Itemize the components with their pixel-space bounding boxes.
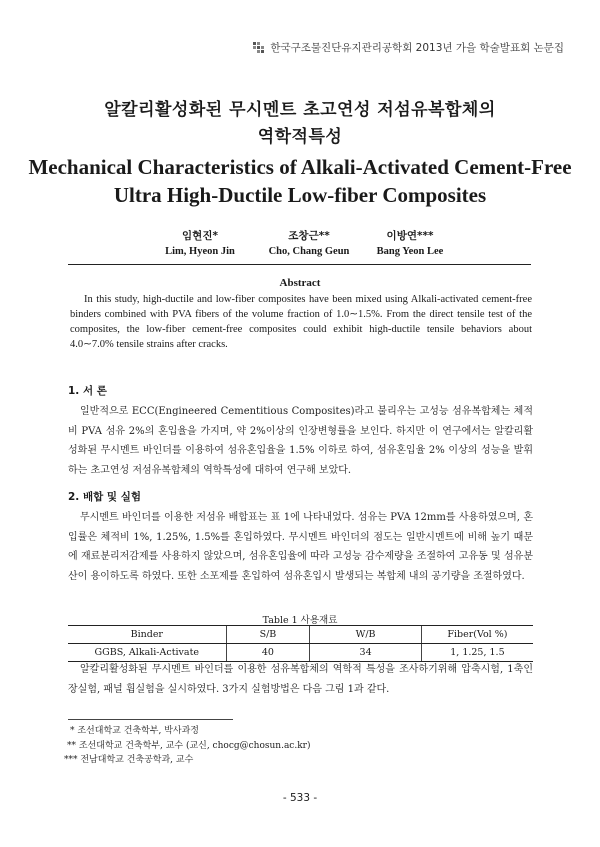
section-2-body: 무시멘트 바인더를 이용한 저섬유 배합표는 표 1에 나타내었다. 섬유는 PVA 12mm를 사용하였으며, 혼입률은 체적비 1%, 1.25%, 1.5%를 혼입하였다. 무시멘트 바인더의 점도는 일반시멘트에 비해 높기 때문에 재료분리저감제를 사용하지 않았으며, 섬유혼입율에 따라 고성능 감수제량을 조절하여 고유동 및 섬유분산이 용이하도록 하였다. 또한 소포제를 혼입하여 섬유혼입시 발생되는 복합체 내의 공기량을 조절하였다. <box>68 512 533 582</box>
abstract-heading: Abstract <box>279 277 321 289</box>
table-header-cell: W/B <box>310 626 422 644</box>
table-caption: Table 1 사용재료 <box>262 615 338 626</box>
author-name-ko: 임현진* <box>182 230 218 242</box>
table-cell: 34 <box>310 644 422 662</box>
table-header-cell: S/B <box>226 626 310 644</box>
footnote-3: *** 전남대학교 건축공학과, 교수 <box>64 755 194 765</box>
korean-title <box>0 97 600 151</box>
english-title-line2: Ultra High-Ductile Low-fiber Composites <box>113 183 487 207</box>
journal-header <box>253 40 564 55</box>
footnote-divider <box>68 719 233 720</box>
footnote-1: * 조선대학교 건축학부, 박사과정 <box>70 726 199 736</box>
table-cell: GGBS, Alkali-Activate <box>68 644 226 662</box>
author-name-en: Lim, Hyeon Jin <box>165 246 235 257</box>
footnotes <box>64 724 310 768</box>
footnote-2: ** 조선대학교 건축학부, 교수 (교신, chocg@chosun.ac.kr) <box>67 740 311 751</box>
author-2 <box>254 228 364 260</box>
abstract-body: In this study, high-ductile and low-fiber composites have been mixed using Alkali-activated cement-free binders combined with PVA fibers of the volume fraction of 1.0∼1.5%. From the direct tensile test of the composites, the low-fiber cement-free composites could exhibit high-ductile tensile behaviors about 4.0∼7.0% tensile strains after cracks. <box>70 294 532 350</box>
test-method-paragraph: 알칼리활성화된 무시멘트 바인더를 이용한 섬유복합체의 역학적 특성을 조사하기위해 압축시험, 1축인장실험, 패널 휨실험을 실시하였다. 3가지 실험방법은 다음 그림 1과 같다. <box>68 664 533 695</box>
korean-title-line1: 알칼리활성화된 무시멘트 초고연성 저섬유복합체의 <box>104 100 496 120</box>
table-cell: 40 <box>226 644 310 662</box>
materials-table <box>68 625 533 662</box>
author-name-ko: 조창근** <box>288 230 330 242</box>
author-name-en: Cho, Chang Geun <box>268 246 350 257</box>
author-name-en: Bang Yeon Lee <box>376 246 444 257</box>
section-2-heading: 2. 배합 및 실험 <box>68 491 141 503</box>
section-1-body: 일반적으로 ECC(Engineered Cementitious Composites)라고 불리우는 고성능 섬유복합체는 체적비 PVA 섬유 2%의 혼입율을 가지며, 약 2%이상의 인장변형률을 보인다. 하지만 이 연구에서는 알칼리활성화된 무시멘트 바인더를 이용하여 섬유혼입율을 1.5% 이하로 하여, 섬유혼입율 2% 이상의 성능을 발휘하는 초고연성 저섬유복합체의 역학특성에 대하여 연구해 보았다. <box>68 406 533 476</box>
table-header-cell: Binder <box>68 626 226 644</box>
english-title-line1: Mechanical Characteristics of Alkali-Activated Cement-Free <box>28 155 572 179</box>
journal-logo-icon <box>253 42 265 54</box>
table-header-cell: Fiber(Vol %) <box>421 626 533 644</box>
korean-title-line2: 역학적특성 <box>257 127 343 147</box>
english-title <box>0 153 600 209</box>
author-1 <box>150 228 250 260</box>
header-text: 한국구조물진단유지관리공학회 2013년 가을 학술발표회 논문집 <box>270 42 564 54</box>
table-cell: 1, 1.25, 1.5 <box>421 644 533 662</box>
title-divider <box>68 264 531 265</box>
author-3 <box>360 228 460 260</box>
table-header-row <box>68 626 533 644</box>
page-number: - 533 - <box>282 792 318 804</box>
author-name-ko: 이방연*** <box>386 230 434 242</box>
table-row <box>68 644 533 662</box>
section-1-heading: 1. 서 론 <box>68 385 107 397</box>
